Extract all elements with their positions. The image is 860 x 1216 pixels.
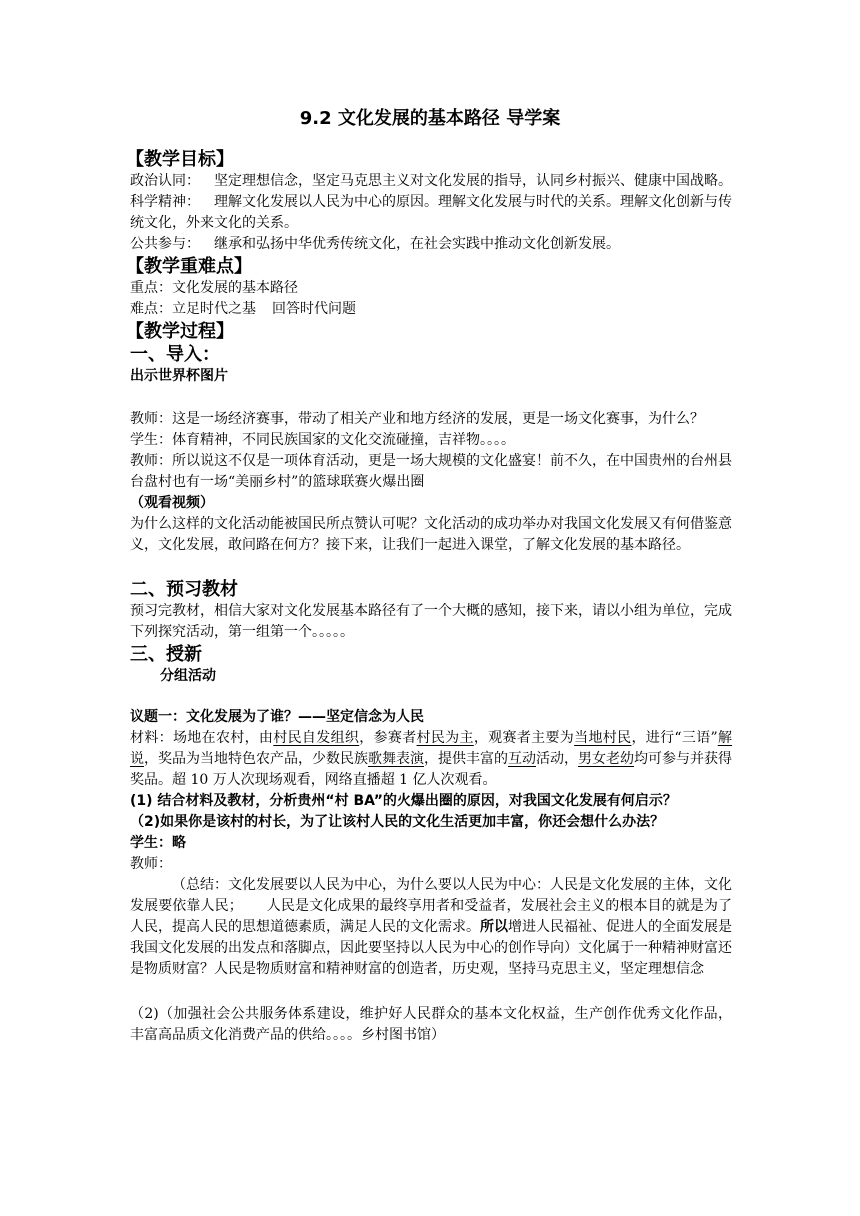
goal-political: 政治认同： 坚定理想信念，坚定马克思主义对文化发展的指导，认同乡村振兴、健康中国战略。 <box>130 173 732 189</box>
video-note: （观看视频） <box>130 495 214 511</box>
show-picture-note: 出示世界杯图片 <box>130 368 228 384</box>
key-point: 重点：文化发展的基本路径 <box>130 280 298 296</box>
group-activity-label: 分组活动 <box>160 668 216 684</box>
student-line-1: 学生：体育精神，不同民族国家的文化交流碰撞，吉祥物。。。。 <box>130 432 515 448</box>
material-paragraph: 材料：场地在农村，由村民自发组织，参赛者村民为主，观赛者主要为当地村民，进行“三语”解说，奖品为当地特色农产品，少数民族歌舞表演，提供丰富的互动活动，男女老幼均可参与并获得奖品。超 10 万人次现场观看，网络直播超 1 亿人次观看。 <box>130 730 733 788</box>
difficulty-point: 难点：立足时代之基 回答时代问题 <box>130 301 356 317</box>
summary-paragraph: （总结：文化发展要以人民为中心，为什么要以人民为中心：人民是文化发展的主体，文化发展要依靠人民； 人民是文化成果的最终享用者和受益者，发展社会主义的根本目的就是为了人民，提高人民的思想道德素质，满足人民的文化需求。所以增进人民福祉、促进人的全面发展是我国文化发展的出发点和落脚点，因此要坚持以人民为中心的创作导向）文化属于一种精神财富还是物质财富？人民是物质财富和精神财富的创造者，历史观，坚持马克思主义，坚定理想信念 <box>130 877 733 977</box>
question-two: （2)如果你是该村的村长，为了让该村人民的文化生活更加丰富，你还会想什么办法？ <box>130 814 665 830</box>
goal-science: 科学精神： 理解文化发展以人民为中心的原因。理解文化发展与时代的关系。理解文化创新与传统文化，外来文化的关系。 <box>130 194 732 231</box>
document-body <box>126 148 733 1046</box>
document-title: 9.2 文化发展的基本路径 导学案 <box>299 108 561 129</box>
intro-question: 为什么这样的文化活动能被国民所点赞认可呢？文化活动的成功举办对我国文化发展又有何借鉴意义，文化发展，敢问路在何方？接下来，让我们一起进入课堂，了解文化发展的基本路径。 <box>130 516 732 553</box>
teacher-line-2: 教师：所以说这不仅是一项体育活动，更是一场大规模的文化盛宴！前不久，在中国贵州的台州县台盘村也有一场“美丽乡村”的篮球联赛火爆出圈 <box>130 453 732 490</box>
goal-public: 公共参与： 继承和弘扬中华优秀传统文化，在社会实践中推动文化创新发展。 <box>130 236 620 252</box>
process-heading: 【教学过程】 <box>126 321 234 342</box>
section-preview-heading: 二、预习教材 <box>130 579 238 600</box>
section-new-heading: 三、授新 <box>130 644 202 665</box>
topic-one-heading: 议题一：文化发展为了谁？——坚定信念为人民 <box>130 709 424 725</box>
preview-text: 预习完教材，相信大家对文化发展基本路径有了一个大概的感知，接下来，请以小组为单位，完成下列探究活动，第一组第一个。。。。。 <box>130 603 732 640</box>
question-one: (1) 结合材料及教材，分析贵州“村 BA”的火爆出圈的原因，对我国文化发展有何启示？ <box>130 793 677 809</box>
teacher-line-1: 教师：这是一场经济赛事，带动了相关产业和地方经济的发展，更是一场文化赛事，为什么？ <box>130 411 704 427</box>
teacher-label: 教师： <box>130 856 172 872</box>
keypoints-heading: 【教学重难点】 <box>126 256 252 277</box>
goals-heading: 【教学目标】 <box>126 149 234 170</box>
answer-two-paragraph: （2)（加强社会公共服务体系建设，维护好人民群众的基本文化权益，生产创作优秀文化作品，丰富高品质文化消费产品的供给。。。。乡村图书馆） <box>130 1006 732 1043</box>
student-answer: 学生：略 <box>130 835 186 851</box>
section-intro-heading: 一、导入： <box>130 344 220 365</box>
